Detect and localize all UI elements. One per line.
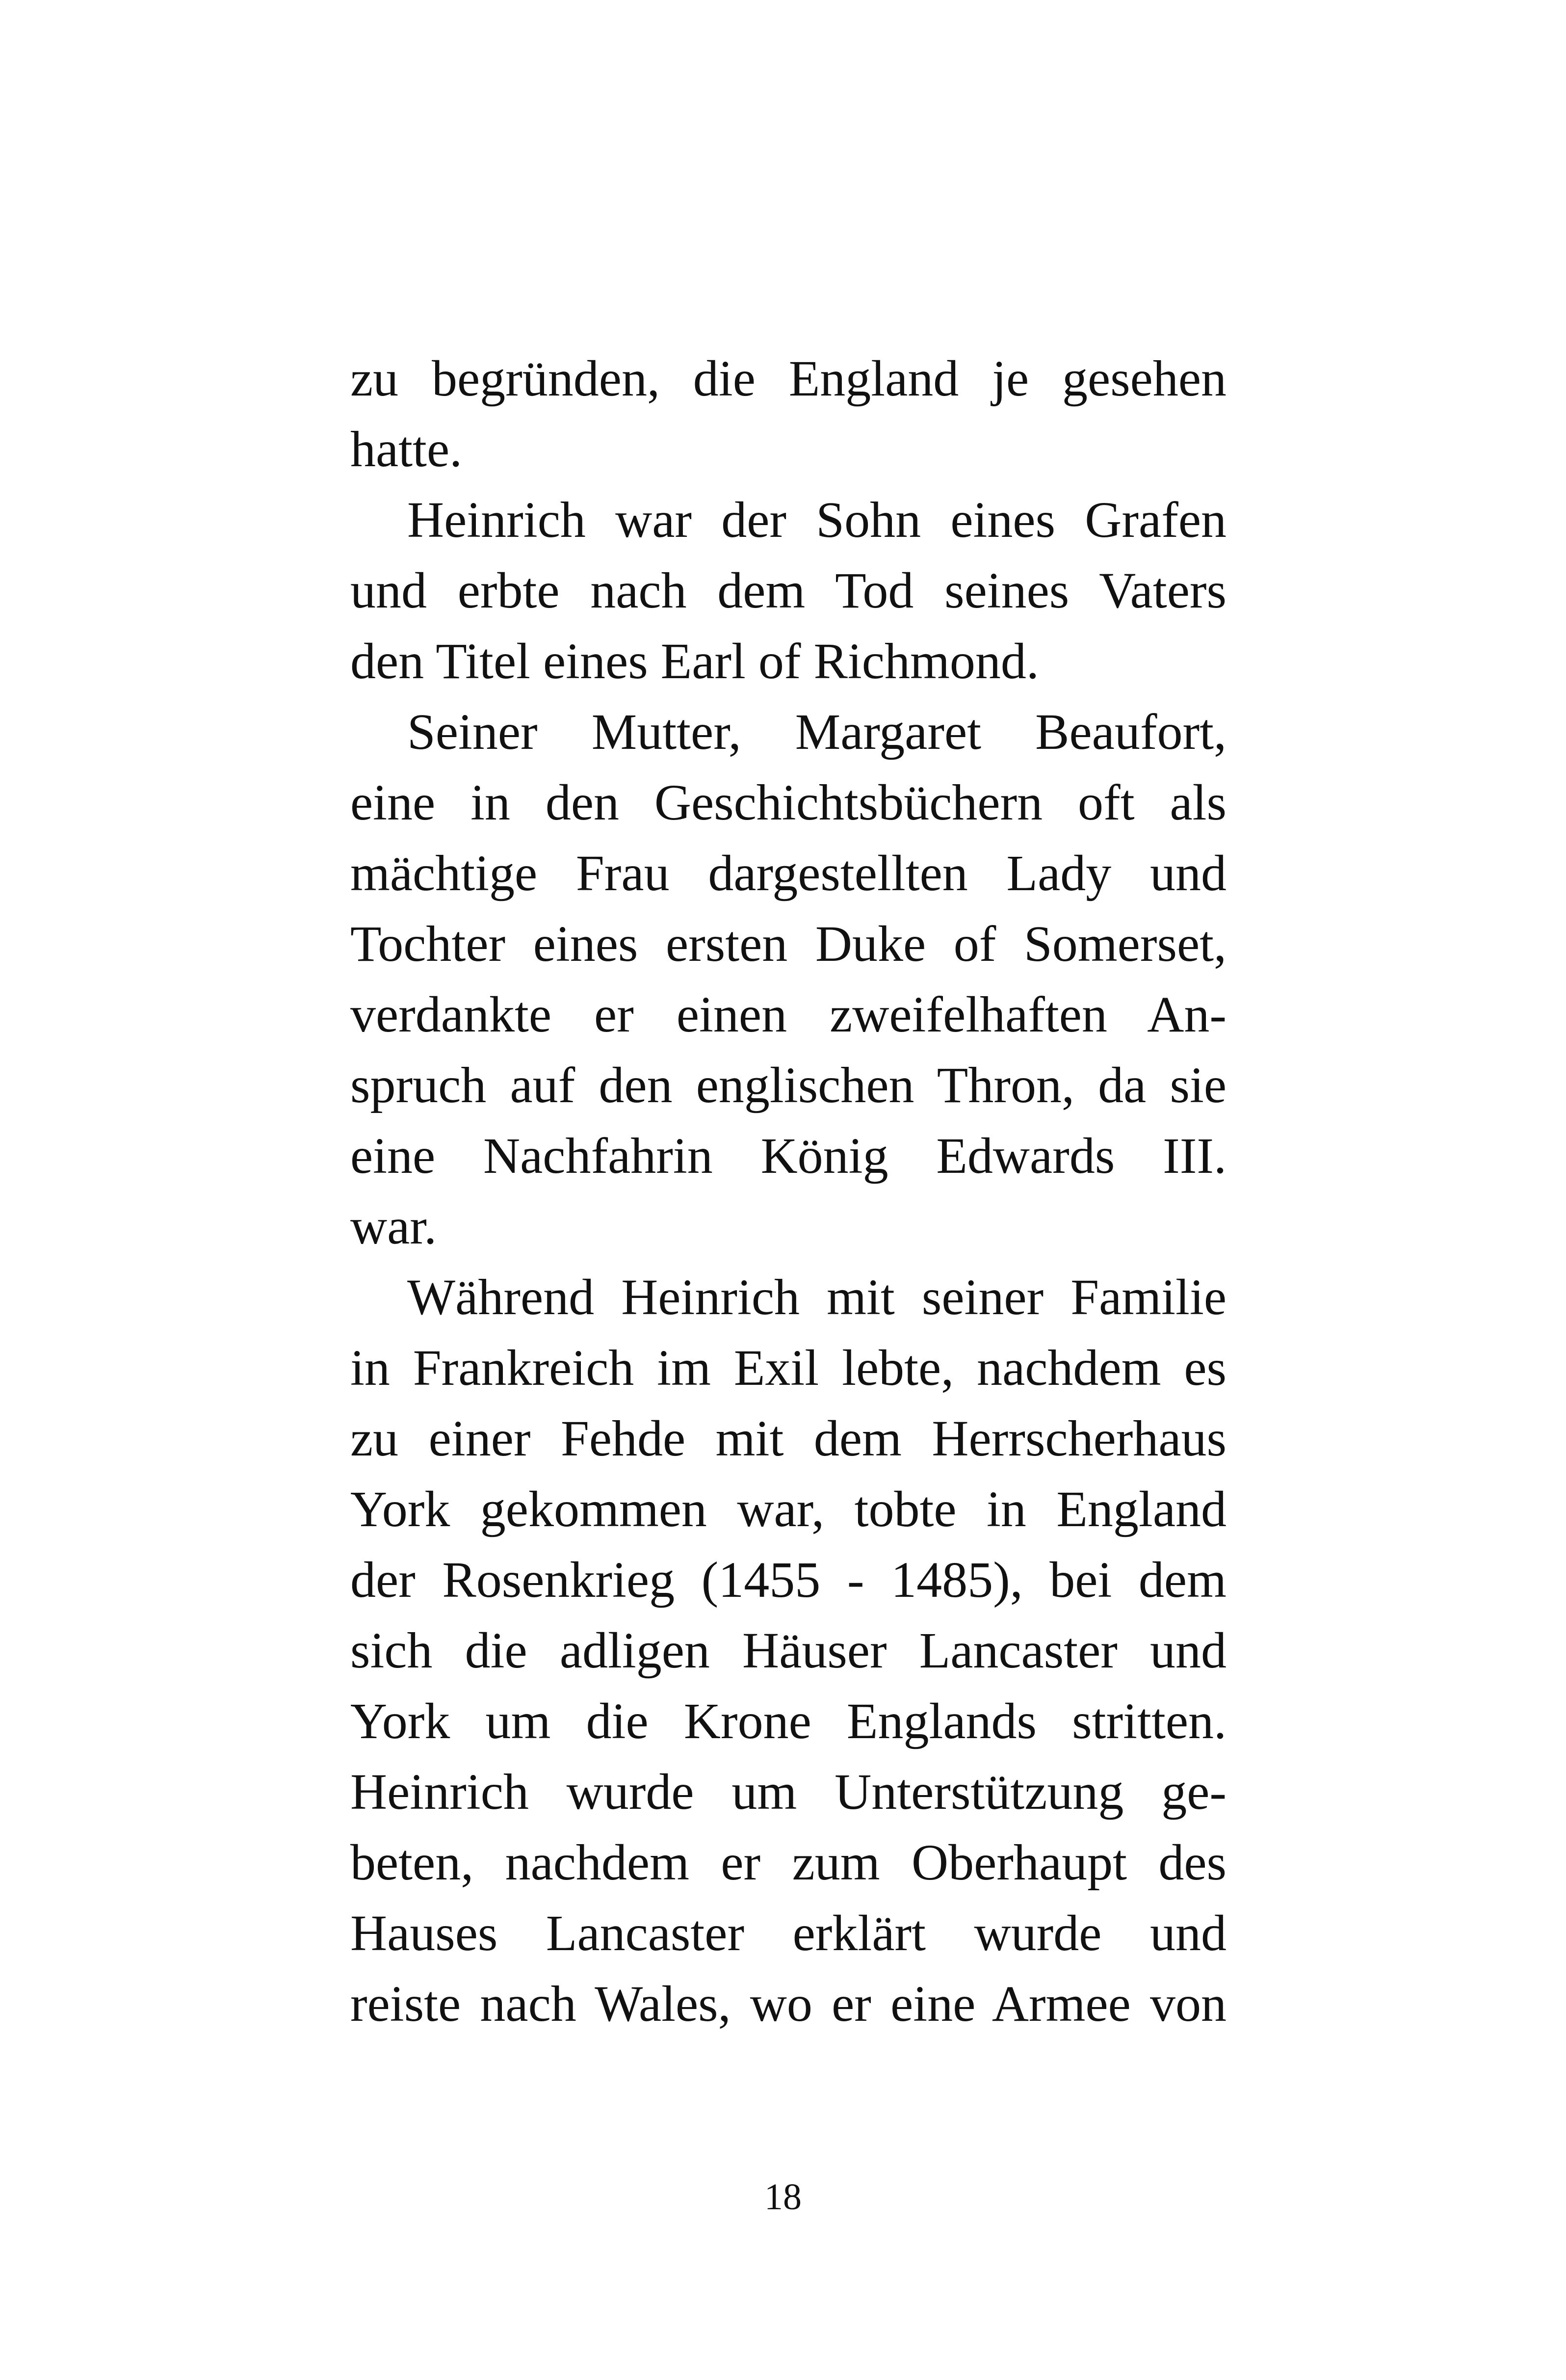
text-line: beten, nachdem er zum Oberhaupt des [350, 1834, 1227, 1891]
text-line: York gekommen war, tobte in England [350, 1481, 1227, 1537]
paragraph-4 [350, 1262, 1227, 2039]
text-line: hatte. [350, 421, 463, 477]
text-line: eine in den Geschichtsbüchern oft als [350, 774, 1227, 831]
text-line: und erbte nach dem Tod seines Vaters [350, 562, 1227, 619]
text-line: Hauses Lancaster erklärt wurde und [350, 1905, 1227, 1961]
text-line: Während Heinrich mit seiner Familie [407, 1269, 1227, 1325]
text-line: in Frankreich im Exil lebte, nachdem es [350, 1340, 1227, 1396]
body-text [350, 344, 1227, 2039]
text-line: war. [350, 1198, 437, 1255]
text-line: spruch auf den englischen Thron, da sie [350, 1057, 1227, 1113]
text-line: Heinrich wurde um Unterstützung ge- [350, 1764, 1227, 1820]
text-line: der Rosenkrieg (1455 - 1485), bei dem [350, 1552, 1227, 1608]
text-line: Seiner Mutter, Margaret Beaufort, [407, 704, 1227, 760]
paragraph-3 [350, 697, 1227, 1262]
paragraph-2 [350, 485, 1227, 697]
text-line: verdankte er einen zweifelhaften An- [350, 986, 1227, 1043]
paragraph-1 [350, 344, 1227, 485]
text-line: eine Nachfahrin König Edwards III. [350, 1128, 1227, 1184]
text-line: zu einer Fehde mit dem Herrscherhaus [350, 1410, 1227, 1467]
page-number: 18 [764, 2176, 802, 2218]
text-line: York um die Krone Englands stritten. [350, 1693, 1227, 1749]
text-line: Tochter eines ersten Duke of Somerset, [350, 916, 1227, 972]
text-line: sich die adligen Häuser Lancaster und [350, 1622, 1227, 1679]
text-line: mächtige Frau dargestellten Lady und [350, 845, 1227, 901]
text-line: reiste nach Wales, wo er eine Armee von [350, 1976, 1227, 2032]
text-line: Heinrich war der Sohn eines Grafen [407, 492, 1227, 548]
text-line: den Titel eines Earl of Richmond. [350, 633, 1039, 689]
text-line: zu begründen, die England je gesehen [350, 350, 1227, 407]
